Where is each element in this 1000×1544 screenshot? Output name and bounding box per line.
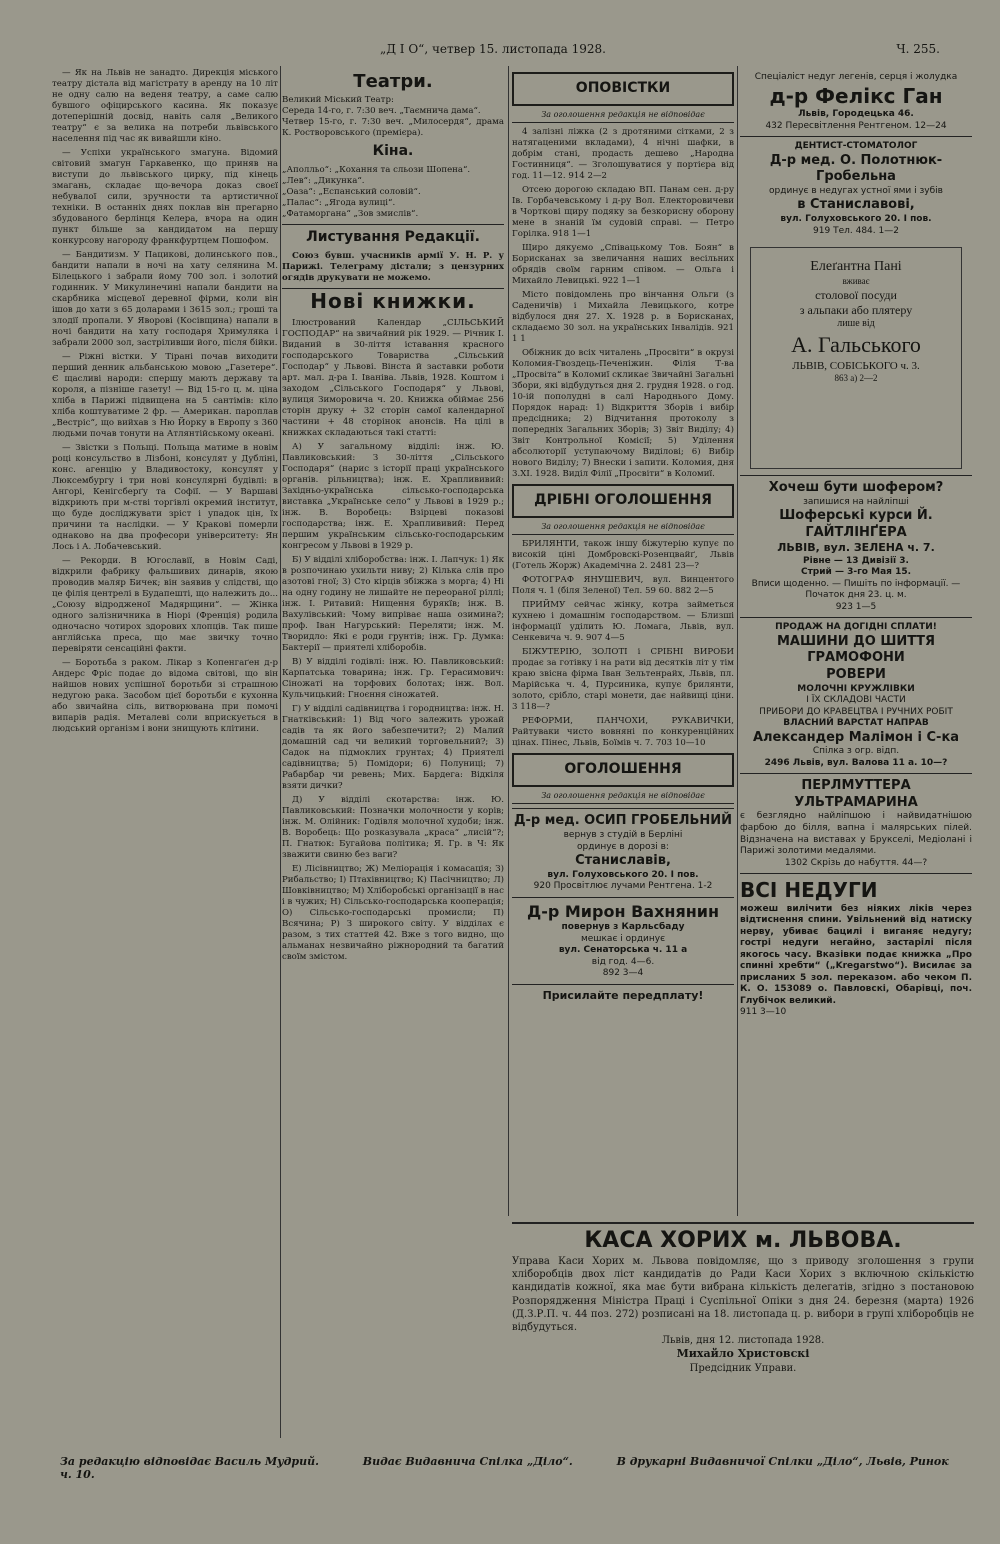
notices-heading: ОПОВІСТКИ xyxy=(575,80,671,96)
notice-item: Щиро дякуємо „Співацькому Тов. Боян“ в Борисканах за звеличання наших весільних обрядів своїм гарним співом. — Ольга і Михайло Левицькі. 922 1—1 xyxy=(512,243,734,287)
ad-line: 1302 Скрізь до набуття. 44—? xyxy=(784,857,928,868)
news-item: — Як на Львів не занадто. Дирекція міського театру дістала від магістрату в аренду на 10 літ не одну салю на веденя театру, а саме салю бувшого офіцирського касина. Як показує дотеперішній досвід, навіть саля „Великого театру“ є за велика на потреби львівського населення під час як вивайшли кіно. xyxy=(52,68,278,144)
cinema-line: „Палас“: „Ягода вулиці“. xyxy=(282,197,396,208)
book-review-paragraph: А) У загальному відділі: інж. Ю. Павликовський: З 30-ліття „Сільського Господаря“ (нарис з історії праці українського органів. рільництва); інж. Е. Храплививий: Західньо-українська сільсько-господарська виставка „Українське село“ у Львові в 1929 р.; інж. В. Воробець: Взірцеві показові господарства; інж. Е. Храплививий: Перед першим українським сільсько-господарським конгресом у Львові в 1929 р. xyxy=(282,442,504,552)
ad-line: ПРОДАЖ НА ДОГІДНІ СПЛАТИ! xyxy=(775,622,937,633)
ad-line: вживає xyxy=(842,275,870,286)
notices-column xyxy=(512,68,734,1218)
ad-line: 919 Тел. 484. 1—2 xyxy=(813,225,899,236)
dentist-ad xyxy=(740,136,972,241)
ad-title: ВСІ НЕДУГИ xyxy=(740,878,878,903)
book-review-paragraph: Б) У відділі хліборобства: інж. І. Лапчук: 1) Як в розпочинаю ухильти ниву; 2) Кілька слів про азотові гної; 3) Сто кірців збіжжа з морга; 4) Ні на одну годину не лишайте не переораної ріллі; інж. І. Ритавий: Нищення бурякїв; інж. В. Вахулівський: Чому випріває наша озимина?; проф. Іван Нагурський: Переляти; інж. М. Творидло: Які є роди грунтів; інж. Гр. Думка: Бактерії — приятелі хліборобів. xyxy=(282,555,504,654)
ads-heading: ОГОЛОШЕННЯ xyxy=(564,761,682,778)
ad-line: Спілка з огр. відп. xyxy=(812,746,900,757)
ad-line: ЛЬВІВ, СОБІСЬКОГО ч. 3. xyxy=(792,360,920,373)
notice-item: Отсею дорогою складаю ВП. Панам сен. д-ру Ів. Горбачевському і д-ру Вол. Електоровичеви в Чорткові щиру подяку за безкорисну оборону мене в знаній їм судовій справі. — Петро Горілка. 918 1—1 xyxy=(512,185,734,240)
book-review-paragraph: Е) Лісівництво; Ж) Меліорація і комасація; З) Рибальство; І) Птахівництво; К) Пасічництво; Л) Шовківництво; М) Хліборобські організації в нас і в чужих; Н) Сільсько-господарська кооперація; О) Сільсько-господарські промисли; П) Всячина; Р) З широкого світу. У відділах є разом, з тих статтей 42. Вже з того видно, що альманах незвичайно ріжнородний та багатий своїм змістом. xyxy=(282,864,504,963)
new-books-heading: Нові книжки. xyxy=(282,288,504,315)
ad-line: Рівне — 13 Дивізії 3. xyxy=(803,555,909,566)
ad-line: РОВЕРИ xyxy=(826,666,886,682)
ad-title: А. Гальського xyxy=(791,332,921,358)
kasa-signature: Михайло Христовскі xyxy=(676,1347,810,1361)
ultramarine-ad xyxy=(740,773,972,873)
galsky-ad xyxy=(750,247,962,469)
ads-disclaimer: За оголошення редакція не відповідає xyxy=(512,791,734,804)
ad-line: ВЛАСНИЙ ВАРСТАТ НАПРАВ xyxy=(783,718,929,729)
cinema-line: „Оаза“: „Еспанський соловій“. xyxy=(282,186,421,197)
cinema-heading: Кіна. xyxy=(372,143,414,160)
ad-line: ЛЬВІВ, вул. ЗЕЛЕНА ч. 7. xyxy=(777,541,935,555)
ad-line: ординує в дорозі в: xyxy=(577,841,669,852)
footer-publisher: Видає Видавнича Спілка „Діло“. xyxy=(362,1455,573,1468)
news-item: — Бандитизм. У Пацикові, долинського пов., бандити напали в ночі на хату селянина М. Білецького і забрали йому 700 зол. і золотий годинник. У Микулинечині напали бандити на скарбника місцевої деревної фірми, коли він ішов до хати з 65 доларами і 3615 зол.; гроші та злодії пропали. У Яворові (Косівщина) напали в ночі бандити на хату господаря Хримуляка і забрали 2000 зол, застріливши його, після бійки. xyxy=(52,250,278,348)
ad-line: 2496 Львів, вул. Валова 11 а. 10—? xyxy=(764,757,948,768)
correspondence-heading: Листування Редакції. xyxy=(282,224,504,247)
ad-line: мешкає і ординує xyxy=(580,933,666,944)
ad-line: І ЇХ СКЛАДОВІ ЧАСТИ xyxy=(806,695,906,706)
ad-line: Хочеш бути шофером? xyxy=(768,480,944,496)
ad-title: ПЕРЛМУТТЕРА УЛЬТРАМАРИНА xyxy=(794,778,918,810)
gan-ad xyxy=(740,68,972,136)
cinema-line: „Фатаморгана“ „Зов змислів“. xyxy=(282,208,419,219)
ad-line: ординує в недугах устної ями і зубів xyxy=(769,185,943,196)
page-footer xyxy=(60,1455,960,1481)
small-ad: ПРИЙМУ сейчас жінку, котра займеться кухнею і домашнім господарством. — Близші інформації уділить Ю. Ломага, Львів, вул. Сенкевича ч. 9. 907 4—5 xyxy=(512,600,734,644)
ad-line: Спеціаліст недуг легенів, серця і жолудка xyxy=(754,72,958,82)
ad-line: столової посуди xyxy=(815,287,897,302)
ad-line: ДЕНТИСТ-СТОМАТОЛОГ xyxy=(794,141,918,152)
ad-line: 892 3—4 xyxy=(602,968,644,979)
ad-line: вул. Голуховського 20. І пов. xyxy=(780,214,932,225)
footer-printer: В друкарні Видавничої Спілки „Діло“, Львів, Ринок ч. 10. xyxy=(60,1455,949,1481)
ad-line: є безглядно найліпшою і найвидатнішою фарбою до білля, вапна і малярських пілей. Відзначена на виставах у Брукселі, Медіолані і Парижі золотими медалями. xyxy=(740,811,972,857)
ad-line: МОЛОЧНІ КРУЖЛІВКИ xyxy=(797,683,915,694)
ad-line: Львів, Городецька 46. xyxy=(798,109,914,120)
ad-line: запишися на найліпші xyxy=(803,496,909,507)
book-review-paragraph: Г) У відділі садівництва і городництва: інж. Н. Гнатківський: 1) Від чого залежить урожай садів та як його забезпечити?; 2) Малий домашній сад чи великий торговельний?; 3) Садок на підмоклих грунтах; 4) Приятелі садівництва; 5) Помідори; 6) Полуниці; 7) Рабарбар чи ревень; Мих. Бардега: Відкіля взяти дички? xyxy=(282,704,504,792)
theatre-line: Великий Міський Театр: xyxy=(282,95,394,106)
column-rule xyxy=(737,66,738,1216)
theatres-heading: Театри. xyxy=(353,71,433,92)
notice-item: Місто повідомлень про вінчання Ольги (з Саденичів) і Михайла Левицького, котре відбулося дня 27. X. 1928 р. в Борисканах, складаємо 30 зол. на українських Інвалідів. 921 1 1 xyxy=(512,290,734,345)
book-review-paragraph: В) У відділі годівлі: інж. Ю. Павликовський: Карпатська товарина; інж. Гр. Герасимович: Сіножаті на торфових болотах; інж. Вол. Кульчицький: Гноєння сіножатей. xyxy=(282,657,504,701)
book-review-paragraph: Д) У відділі скотарства: інж. Ю. Павликовський: Позначки молочности у корів; інж. М. Олійник: Годівля молочної худоби; інж. В. Воробець: Що розказувала „краса“ „лисій“?; П. Гнатюк: Бугайова політика; Я. Гр. в Ч: Як зважити свиню без ваги? xyxy=(282,795,504,861)
ad-line: Вписи щоденно. — Пишіть по інформації. — Початок дня 23. ц. м. xyxy=(751,578,961,601)
ad-line: вул. Голуховського 20. І пов. xyxy=(547,869,699,880)
ad-line: вернув з студій в Берліні xyxy=(563,830,683,841)
ad-line: з альпаки або плятеру xyxy=(799,302,913,317)
ad-line: в Станиславові, xyxy=(797,197,915,213)
ad-line: 923 1—5 xyxy=(835,601,877,612)
column-rule xyxy=(508,66,509,1216)
grobelny-ad xyxy=(512,808,734,896)
page-number: Ч. 255. xyxy=(896,42,940,56)
kasa-announcement xyxy=(512,1226,974,1375)
ad-line: повернув з Карльсбаду xyxy=(561,922,685,933)
ad-title: Шоферські курси Й. ГАЙТЛІНҐЕРА xyxy=(779,508,933,540)
small-ads-heading: ДРІБНІ ОГОЛОШЕННЯ xyxy=(534,492,712,509)
correspondence-text: Союз бувш. учасників армії У. Н. Р. у Парижі. Телеграму дістали; з цензурних огядів друкувати не можемо. xyxy=(282,250,504,283)
ad-title: Д-р мед. О. Полотнюк-Гробельна xyxy=(769,152,943,185)
ad-line: Александер Малімон і С-ка xyxy=(752,729,960,745)
ad-line: від год. 4—6. xyxy=(591,956,655,967)
small-ad: РЕФОРМИ, ПАНЧОХИ, РУКАВИЧКИ, Райтуваки чисто вовняні по конкуренційних цінах. Пінес, Львів, Боїмів ч. 7. 703 10—10 xyxy=(512,716,734,749)
ad-line: Станиславів, xyxy=(575,853,671,869)
column-rule xyxy=(280,66,281,1438)
ads-header-box xyxy=(512,753,734,787)
issue-date: „Д І О“, четвер 15. листопада 1928. xyxy=(380,42,606,56)
small-ad: ФОТОГРАФ ЯНУШЕВИЧ, вул. Винцентого Поля ч. 1 (біля Зеленої) Тел. 59 60. 882 2—5 xyxy=(512,575,734,597)
ad-line: лише від xyxy=(837,318,875,330)
kasa-role: Предсідник Управи. xyxy=(689,1362,797,1374)
ad-line: 911 3—10 xyxy=(740,1007,787,1018)
malimon-ad xyxy=(740,617,972,773)
ad-line: 920 Просвітлює лучами Рентгена. 1-2 xyxy=(533,881,713,892)
news-column xyxy=(52,68,278,1446)
horizontal-rule xyxy=(512,1222,974,1224)
page-header xyxy=(0,40,1000,62)
kasa-body: Управа Каси Хорих м. Львова повідомляє, що з приводу зголошення з групи хліборобців двох ліст кандидатів до Ради Каси Хорих з включною скількістю кандидатів кожної, яка має бути вибрана кількість делегатів, згідно з постановою Розпорядження Міністра Праці і Суспільної Опіки з дня 24. березня (марта) 1926 (Д.З.Р.П. ч. 44 поз. 272) розписані на 18. листопада ц. р. вибори в групі хліборобців не відбудуться. xyxy=(512,1256,974,1333)
nedugy-ad xyxy=(740,873,972,1023)
subscribe-call: Присилайте передплату! xyxy=(512,984,734,1007)
ad-line: ПРИБОРИ ДО КРАВЕЦТВА І РУЧНИХ РОБІТ xyxy=(759,706,953,717)
small-ad: БРИЛЯНТИ, також іншу біжутерію купує по високій ціні Домбровскі-Розенцвайґ, Львів (Готель Жорж) Академічна 2. 2481 23—? xyxy=(512,539,734,572)
small-ads-disclaimer: За оголошення редакція не відповідає xyxy=(512,522,734,535)
news-item: — Ріжні вістки. У Тірані почав виходити перший денник альбанською мовою „Газетере“. Є щасливі народи: спершу мають державу та короля, а пізніше газету! — Від 15-го ц. м. ціна хліба в Парижі підвищена на 5 сантімів: кіло хліба коштуватиме 2 фр. — Американ. пароплав „Вестріс“, що вийхав з Ню Йорку в Европу з 360 людьми почав тонути на Атлянтійському океані. xyxy=(52,352,278,439)
ad-line: вул. Сенаторська ч. 11 а xyxy=(558,945,688,956)
ad-line: можеш вилічити без ніяких ліків через відтиснення спини. Увільнений від натиску нерву, убиває бацилі і виганяє недугу; гострі недуги негайно, застарілі після якогось часу. Вказівки подає книжка „Про спинні хребти“ („Kregarstwo“). Висилає за присланих 5 зол. переказом. або чеком П. К. О. 153089 о. Павловскі, Обарівці, поч. Глубічок великий. xyxy=(740,903,972,1006)
culture-column xyxy=(282,68,504,1448)
notices-disclaimer: За оголошення редакція не відповідає xyxy=(512,110,734,123)
cinema-line: „Лев“: „Дикунка“. xyxy=(282,175,365,186)
ad-line: 863 а) 2—2 xyxy=(834,373,878,384)
kasa-date: Львів, дня 12. листопада 1928. xyxy=(661,1335,825,1347)
ad-title: Д-р мед. ОСИП ГРОБЕЛЬНИЙ xyxy=(513,813,733,829)
small-ads-header-box xyxy=(512,484,734,518)
driver-school-ad xyxy=(740,475,972,617)
small-ad: БІЖУТЕРІЮ, ЗОЛОТІ і СРІБНІ ВИРОБИ продає за готівку і на рати від десятків літ у тім краю звісна фірма Іван Зельтенрайх, Львів, пл. Марійська ч. 4, Пурсиника, купує брилянти, золото, срібло, старі монети, дає найвищі ціни. 3 118—? xyxy=(512,647,734,713)
ad-title: МАШИНИ ДО ШИТТЯ xyxy=(776,633,936,649)
notice-item: 4 залізні ліжка (2 з дротяними сітками, 2 з натягаценими вкладами), 4 нічні шафки, в добрім стані, продасть дешево „Народна Гостинниця“. — Зголошуватися у портієра від год. 11—12. 914 2—2 xyxy=(512,127,734,182)
news-item: — Боротьба з раком. Лікар з Копенгаґен д-р Андерс Фріс подає до відома світові, що він найшов нових успішної боротьби зі страшною недугою рака. Засобом цієї боротьби є кухонна або звичайна сіль, витворювана при помочі випарів радія. Металеві соли вприскується в людський організм і вони знищують клітини. xyxy=(52,658,278,734)
news-item: — Успіхи українського змагуна. Відомий світовий змагун Гаркавенко, що приняв на виступи до львівського цирку, під кінець змагань, складає що-вечора доказ своєї небувалої сили, зручности та артистичної техніки. В останніх днях поклав він прегарно збудованого берлінця Келера, вчора на один пункт більше за кандидатом на першу конкурсову нагороду франкфуртцем Пошофом. xyxy=(52,148,278,246)
ad-title: д-р Фелікс Ган xyxy=(769,83,943,108)
news-item: — Рекорди. В Югославії, в Новім Саді, відкрили фабрику фальшивих динарів, якою проводив маляр Бичек; він заявив у слідстві, що це філія центрелі в Будапешті, що належить до... „Союзу відродженої Мадярщини“. — Жінка одного залізничника в Ніорі (Френція) родила одночасно чотирох здорових хлопців. Так пише англійська преса, що має звичку точно перевіряти сенсаційні факти. xyxy=(52,556,278,654)
ad-line: 432 Пересвітлення Рентгеном. 12—24 xyxy=(765,120,947,131)
footer-editor: За редакцію відповідає Василь Мудрий. xyxy=(60,1455,319,1468)
news-item: — Звістки з Польщі. Польща матиме в новім році консульство в Лізбоні, консулят у Дубліні, конс. агенцію у Владивостоку, консулят у Люксембургу і три нові консулярні будівлі: в Ангорі, Кенігсберґу та Софії. — У Варшаві відкриють при м-стві торгівлі окремий інститут, що буде досліджувати зріст і упадок цін, їх причини та наслідки. — У Кракові померли однаково на два професори університету: Ян Лось і А. Лобачевський. xyxy=(52,443,278,552)
kasa-title: КАСА ХОРИХ м. ЛЬВОВА. xyxy=(584,1228,902,1253)
notice-item: Обіжник до всіх читалень „Просвіти“ в окрузі Коломия-Гвоздець-Печеніжин. Філія Т-ва „Просвіта“ в Коломиї скликає Звичайні Загальні Збори, які відбудуться дня 2. грудня 1928. о год. 10-ій пополудні в салі Народнього Дому. Порядок нарад: 1) Відкриття Зборів і вибір предсідника; 2) Відчитання протоколу з попередніх Загальних Зборів; 3) Звіт Виділу; 4) Звіт Контрольної Комісії; 5) Уділення абсолюторії уступаючому Виділові; 6) Вибір нового Виділу; 7) Внески і запити. Коломия, дня 3.XI. 1928. Виділ Філії „Просвіти“ в Коломиї. xyxy=(512,348,734,480)
cinema-line: „Аполльо“: „Кохання та сльози Шопена“. xyxy=(282,164,471,175)
theatre-line: Четвер 15-го, г. 7:30 веч. „Милосердя“, драма К. Ростворовського (премієра). xyxy=(282,117,504,139)
ad-title: Д-р Мирон Вахнянин xyxy=(526,901,720,921)
ad-line: ГРАМОФОНИ xyxy=(807,650,905,666)
theatre-line: Середа 14-го, г. 7:30 веч. „Таємнича дама“. xyxy=(282,106,481,117)
book-review-paragraph: Ілюстрований Календар „СІЛЬСЬКИЙ ГОСПОДАР“ на звичайний рік 1929. — Річник I. Виданий в 30-ліття іставання красного господарського Товариства „Сільський Господар“ у Львові. Вінста й заставки роботи арт. мал. д-ра І. Іваніва. Львів, 1928. Коштом і заходом „Сільського Господаря“ у Львові, вулиця Зиморовича ч. 20. Книжка обіймає 256 сторін друку + 32 сторін самої календарної частини + 48 сторінок анонсів. На цілі в книжках складаються такі статті: xyxy=(282,318,504,439)
ads-column xyxy=(740,68,972,1218)
notices-header-box xyxy=(512,72,734,106)
ad-line: Елеґантна Пані xyxy=(810,259,902,275)
ad-line: Стрий — 3-го Мая 15. xyxy=(800,567,912,578)
vakhnianyn-ad xyxy=(512,897,734,984)
